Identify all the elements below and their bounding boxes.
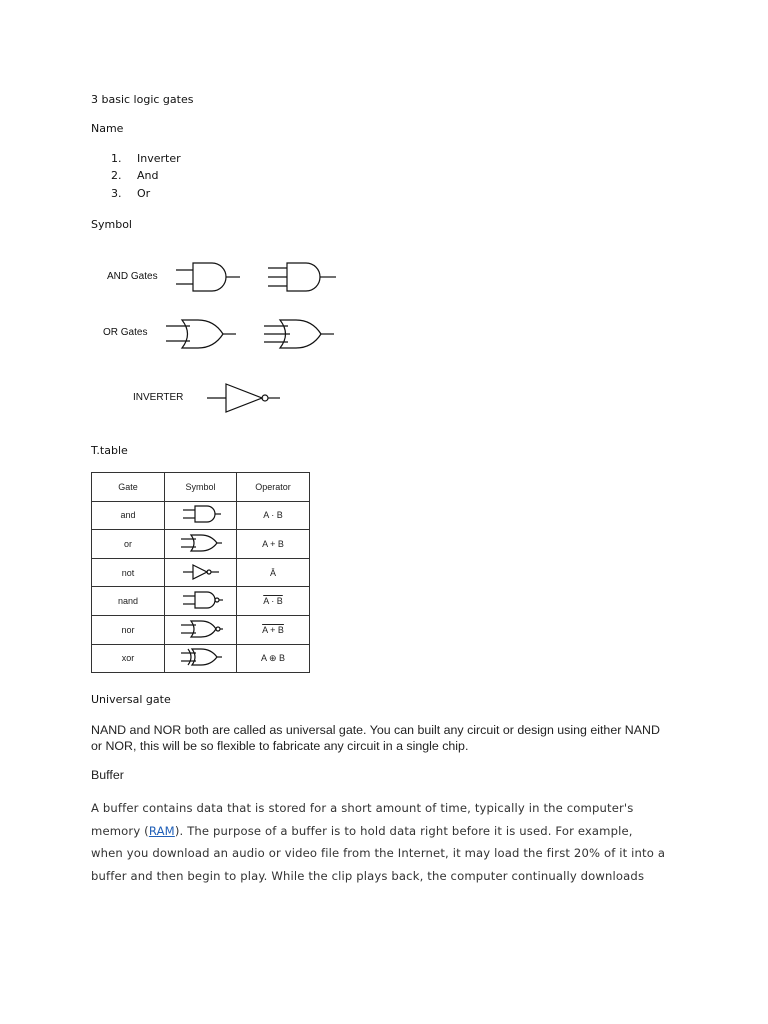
symbol-cell bbox=[165, 644, 237, 673]
paragraph-line: or NOR, this will be so flexible to fabricate any circuit in a single chip. bbox=[91, 739, 469, 753]
truth-table-heading: T.table bbox=[91, 444, 128, 457]
and-gate-symbol bbox=[176, 263, 240, 291]
buffer-heading: Buffer bbox=[91, 768, 124, 782]
symbol-cell bbox=[165, 501, 237, 530]
list-number: 3. bbox=[111, 187, 122, 200]
page-title: 3 basic logic gates bbox=[91, 93, 194, 106]
header-gate: Gate bbox=[92, 473, 165, 502]
gate-cell: and bbox=[92, 501, 165, 530]
inverter-label: INVERTER bbox=[133, 392, 184, 403]
operator-cell: A + B bbox=[237, 530, 310, 559]
list-number: 1. bbox=[111, 152, 122, 165]
list-text: Or bbox=[137, 187, 151, 200]
buffer-paragraph bbox=[91, 797, 731, 887]
operator-cell: A ⊕ B bbox=[237, 644, 310, 673]
operator-cell bbox=[237, 587, 310, 616]
not-gate-icon bbox=[179, 562, 223, 582]
and-gate-3-input-symbol bbox=[268, 263, 336, 291]
nor-gate-icon bbox=[179, 619, 223, 639]
truth-table bbox=[91, 472, 310, 673]
and-gate-icon bbox=[179, 504, 223, 524]
list-text: And bbox=[137, 169, 159, 182]
table-row bbox=[92, 587, 310, 616]
and-gates-label: AND Gates bbox=[107, 271, 158, 282]
gate-cell: not bbox=[92, 558, 165, 587]
symbol-cell bbox=[165, 530, 237, 559]
paragraph-line: NAND and NOR both are called as universal gate. You can built any circuit or design using either NAND bbox=[91, 723, 660, 737]
gate-cell: or bbox=[92, 530, 165, 559]
gate-cell: xor bbox=[92, 644, 165, 673]
header-operator: Operator bbox=[237, 473, 310, 502]
operator-cell: Ā bbox=[237, 558, 310, 587]
gate-cell: nand bbox=[92, 587, 165, 616]
list-number: 2. bbox=[111, 169, 122, 182]
or-gate-3-input-symbol bbox=[264, 320, 334, 348]
header-symbol: Symbol bbox=[165, 473, 237, 502]
inverter-symbol bbox=[207, 384, 280, 412]
nand-gate-icon bbox=[179, 590, 223, 610]
or-gate-symbol bbox=[166, 320, 236, 348]
table-row bbox=[92, 501, 310, 530]
universal-gate-heading: Universal gate bbox=[91, 693, 171, 706]
operator-cell bbox=[237, 615, 310, 644]
gate-cell: nor bbox=[92, 615, 165, 644]
or-gates-label: OR Gates bbox=[103, 327, 148, 338]
symbol-cell bbox=[165, 587, 237, 616]
operator-cell: A · B bbox=[237, 501, 310, 530]
table-row bbox=[92, 615, 310, 644]
ram-link[interactable]: RAM bbox=[148, 823, 175, 838]
table-row bbox=[92, 530, 310, 559]
nand-operator: A · B bbox=[263, 596, 283, 607]
xor-gate-icon bbox=[179, 647, 223, 667]
table-header-row bbox=[92, 473, 310, 502]
or-gate-icon bbox=[179, 533, 223, 553]
gate-symbols-figure bbox=[0, 0, 768, 440]
table-row bbox=[92, 644, 310, 673]
text-fragment: memory ( bbox=[91, 823, 149, 838]
universal-gate-paragraph bbox=[91, 722, 731, 754]
name-heading: Name bbox=[91, 122, 124, 135]
paragraph-line: when you download an audio or video file from the Internet, it may load the first 20% of it into a bbox=[91, 846, 666, 860]
symbol-cell bbox=[165, 615, 237, 644]
table-row bbox=[92, 558, 310, 587]
paragraph-line: buffer and then begin to play. While the clip plays back, the computer continually downloads bbox=[91, 868, 645, 883]
paragraph-line bbox=[91, 820, 731, 843]
nor-operator: A + B bbox=[262, 624, 284, 635]
symbol-heading: Symbol bbox=[91, 218, 132, 231]
paragraph-line: A buffer contains data that is stored for a short amount of time, typically in the computer's bbox=[91, 801, 634, 815]
symbol-cell bbox=[165, 558, 237, 587]
text-fragment: ). The purpose of a buffer is to hold data right before it is used. For example, bbox=[174, 823, 633, 838]
list-text: Inverter bbox=[137, 152, 181, 165]
